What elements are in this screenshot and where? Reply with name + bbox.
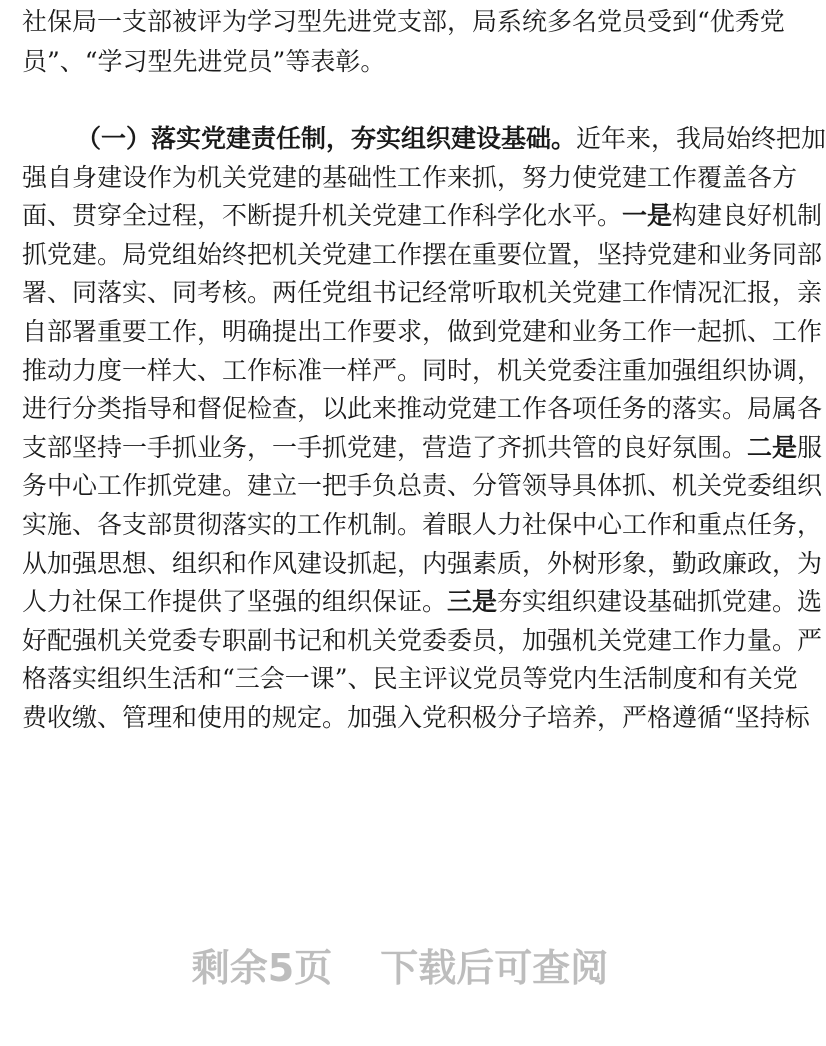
text-segment: 费收缴、管理和使用的规定。加强入党积极分子培养，严格遵循“坚持标 [22,703,810,732]
text-segment: 员”、“学习型先进党员”等表彰。 [22,47,386,76]
text-line [22,312,823,352]
text-segment: 务中心工作抓党建。建立一把手负总责、分管领导具体抓、机关党委组织 [22,471,823,501]
text-line [22,389,823,429]
text-segment: 抓党建。局党组始终把机关党建工作摆在重要位置，坚持党建和业务同部 [22,239,823,269]
text-line [22,158,798,198]
text-line [22,582,823,622]
text-segment: 夯实组织建设基础抓党建。选 [497,587,823,617]
text-line [22,505,823,545]
text-segment: 面、贯穿全过程，不断提升机关党建工作科学化水平。 [22,201,623,231]
text-segment: 社保局一支部被评为学习型先进党支部，局系统多名党员受到“优秀党 [22,7,785,36]
text-segment: 人力社保工作提供了坚强的组织保证。 [22,587,448,617]
text-line [22,273,823,313]
download-to-view-label: 下载后可查阅 [380,946,609,990]
text-line [22,351,823,391]
text-segment: 自部署重要工作，明确提出工作要求，做到党建和业务工作一起抓、工作 [22,317,823,346]
text-line [22,196,823,236]
text-segment: 支部坚持一手抓业务，一手抓党建，营造了齐抓共管的良好氛围。 [22,432,748,462]
text-line [22,2,785,42]
text-segment: 强自身建设作为机关党建的基础性工作来抓，努力使党建工作覆盖各方 [22,162,798,192]
text-line [22,42,782,82]
text-segment: 从加强思想、组织和作风建设抓起，内强素质，外树形象，勤政廉政，为 [22,548,823,578]
bold-text-segment: 二是 [747,432,798,462]
text-line [22,659,798,699]
text-segment: 好配强机关党委专职副书记和机关党委委员，加强机关党建工作力量。严 [22,625,823,655]
text-segment: 服 [797,432,823,462]
bold-text-segment: 三是 [447,587,498,617]
text-line [22,466,823,506]
text-line [76,119,826,159]
bold-text-segment: （一）落实党建责任制，夯实组织建设基础。 [76,124,577,153]
text-segment: 格落实组织生活和“三会一课”、民主评议党员等党内生活制度和有关党 [22,664,798,694]
text-segment: 进行分类指导和督促检查，以此来推动党建工作各项任务的落实。局属各 [22,394,823,424]
text-segment: 构建良好机制 [672,201,823,231]
text-line [22,428,823,468]
text-segment: 署、同落实、同考核。两任党组书记经常听取机关党建工作情况汇报，亲 [22,278,823,308]
text-segment: 实施、各支部贯彻落实的工作机制。着眼人力社保中心工作和重点任务， [22,510,823,539]
remaining-pages-label: 剩余5页 [191,946,333,990]
text-line [22,544,823,584]
text-segment: 推动力度一样大、工作标准一样严。同时，机关党委注重加强组织协调， [22,355,823,385]
text-line [22,698,810,738]
bold-text-segment: 一是 [622,201,673,231]
text-line [22,235,823,275]
text-line [22,621,823,661]
download-prompt-banner[interactable] [0,938,800,998]
text-segment: 近年来，我局始终把加 [576,124,826,153]
